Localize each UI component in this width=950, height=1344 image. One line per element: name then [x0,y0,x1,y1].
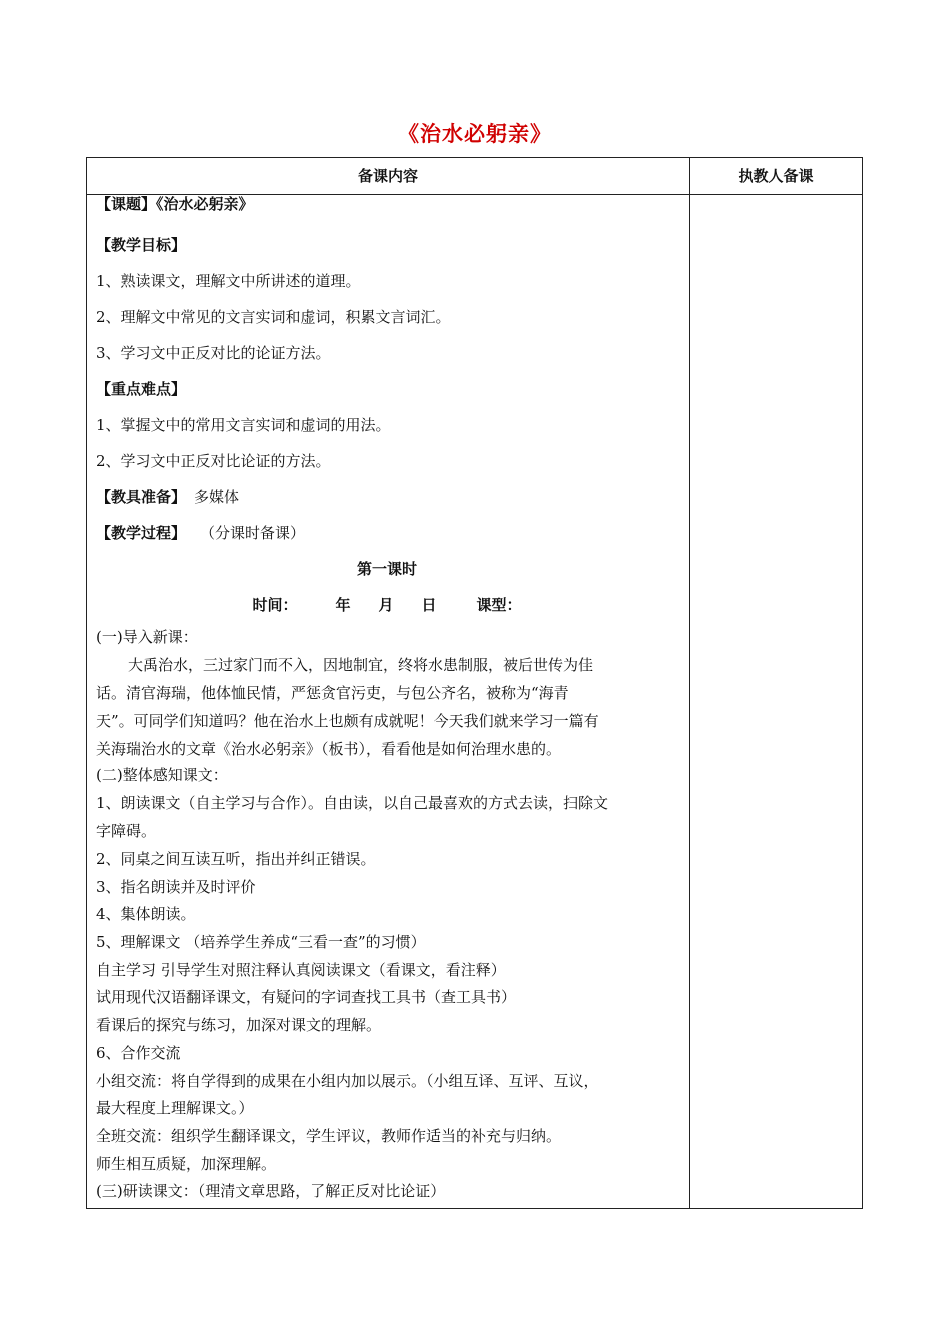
body-line-21: (三)研读课文：（理清文章思路，了解正反对比论证） [96,1182,446,1200]
body-line-14: 试用现代汉语翻译课文，有疑问的字词查找工具书（查工具书） [96,988,517,1006]
process-value: （分课时备课） [200,524,306,542]
goal-2: 2、理解文中常见的文言实词和虚词，积累文言词汇。 [96,308,451,326]
process-label: 【教学过程】 [96,524,187,542]
column-divider [689,158,690,1208]
time-label: 时间： [252,596,298,614]
keypoint-2: 2、学习文中正反对比论证的方法。 [96,452,331,470]
keypoints-label: 【重点难点】 [96,380,187,398]
tools-line [96,486,239,507]
body-line-8: 字障碍。 [96,822,157,840]
body-line-10: 3、指名朗读并及时评价 [96,878,256,896]
document-title: 《治水必躬亲》 [398,122,552,146]
goal-3: 3、学习文中正反对比的论证方法。 [96,344,331,362]
body-line-3: 话。清官海瑞，他体恤民情，严惩贪官污吏，与包公齐名，被称为“海青 [96,684,569,702]
goals-label: 【教学目标】 [96,236,187,254]
body-line-11: 4、集体朗读。 [96,905,196,923]
body-line-9: 2、同桌之间互读互听，指出并纠正错误。 [96,850,376,868]
body-line-4: 天”。可同学们知道吗？他在治水上也颇有成就呢！今天我们就来学习一篇有 [96,712,599,730]
topic-value: 《治水必躬亲》 [156,195,254,213]
month-label: 月 [378,596,394,614]
topic-line [96,193,254,214]
year-label: 年 [335,596,351,614]
body-line-19: 全班交流：组织学生翻译课文，学生评议，教师作适当的补充与归纳。 [96,1127,562,1145]
body-line-18: 最大程度上理解课文。） [96,1099,254,1117]
keypoint-1: 1、掌握文中的常用文言实词和虚词的用法。 [96,416,391,434]
body-line-16: 6、合作交流 [96,1044,181,1062]
body-line-6: (二)整体感知课文： [96,766,228,784]
body-line-20: 师生相互质疑，加深理解。 [96,1155,277,1173]
day-label: 日 [421,596,437,614]
header-teacher-notes: 执教人备课 [738,167,814,185]
body-line-2: 大禹治水，三过家门而不入，因地制宜，终将水患制服，被后世传为佳 [128,656,594,674]
body-line-15: 看课后的探究与练习，加深对课文的理解。 [96,1016,382,1034]
body-line-13: 自主学习 引导学生对照注释认真阅读课文（看课文，看注释） [96,961,506,979]
lesson-time-line [86,594,688,615]
body-line-5: 关海瑞治水的文章《治水必躬亲》（板书），看看他是如何治理水患的。 [96,740,562,758]
header-lesson-content: 备课内容 [357,167,418,185]
body-line-7: 1、朗读课文（自主学习与合作）。自由读，以自己最喜欢的方式去读，扫除文 [96,794,609,812]
tools-label: 【教具准备】 [96,488,187,506]
body-line-1: (一)导入新课： [96,628,198,646]
body-line-17: 小组交流：将自学得到的成果在小组内加以展示。（小组互译、互评、互议， [96,1072,599,1090]
body-line-12: 5、理解课文 （培养学生养成“三看一查”的习惯） [96,933,426,951]
topic-label: 【课题】 [96,195,157,213]
process-line [96,522,305,543]
tools-value: 多媒体 [194,488,240,506]
lesson-title: 第一课时 [356,560,417,578]
type-label: 课型： [476,596,522,614]
goal-1: 1、熟读课文，理解文中所讲述的道理。 [96,272,361,290]
